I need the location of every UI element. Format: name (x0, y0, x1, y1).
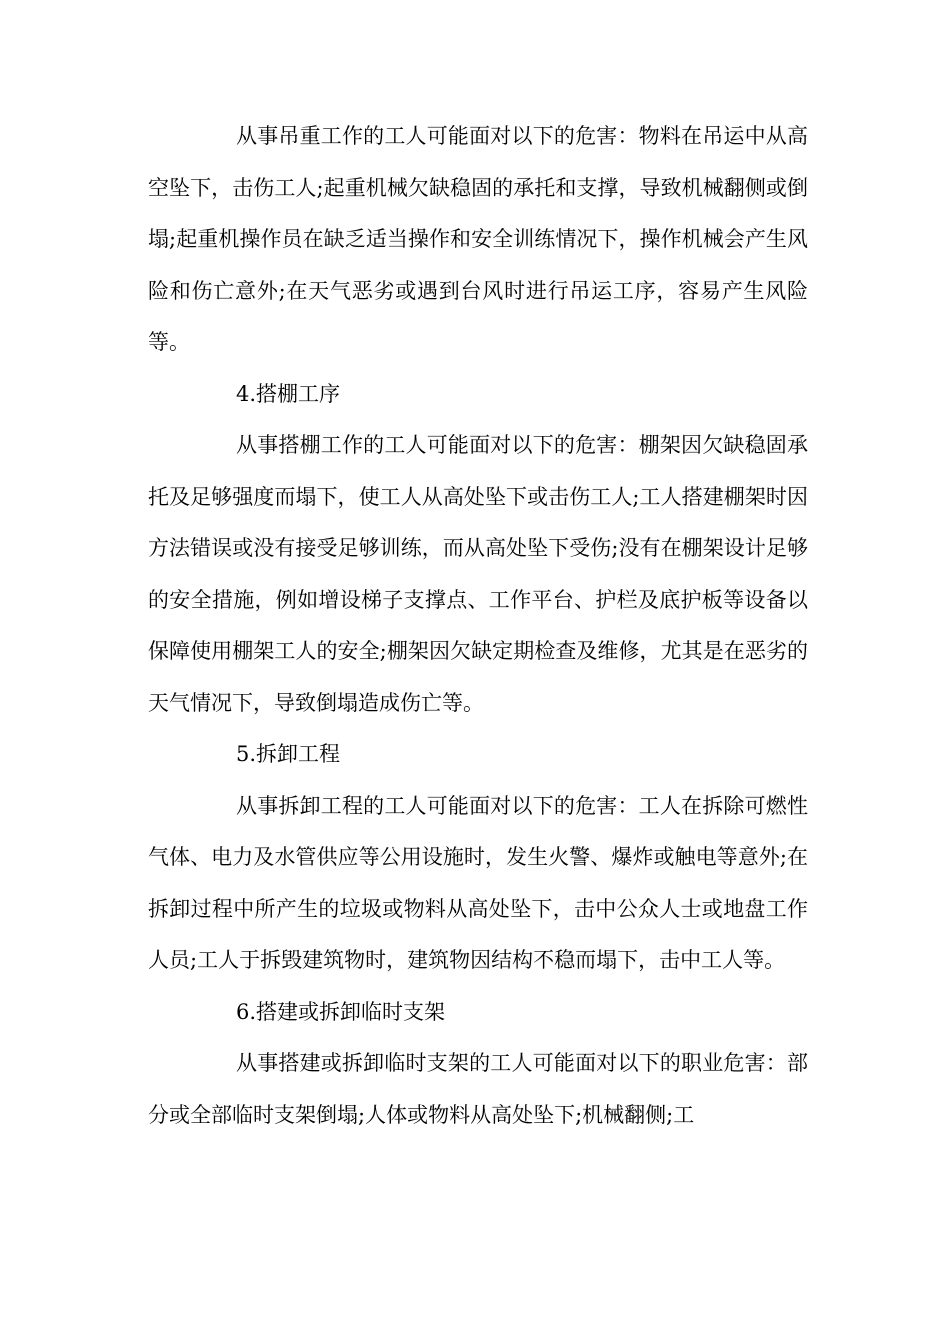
heading-temporary-support: 6.搭建或拆卸临时支架 (236, 999, 446, 1024)
paragraph-temporary-support-hazards: 从事搭建或拆卸临时支架的工人可能面对以下的职业危害：部分或全部临时支架倒塌;人体或物料从高处坠下;机械翻侧;工 (148, 1051, 808, 1127)
heading-scaffolding: 4.搭棚工序 (236, 381, 341, 406)
paragraph-scaffolding-hazards: 从事搭棚工作的工人可能面对以下的危害：棚架因欠缺稳固承托及足够强度而塌下，使工人从高处坠下或击伤工人;工人搭建棚架时因方法错误或没有接受足够训练，而从高处坠下受伤;没有在棚架设计足够的安全措施，例如增设梯子支撑点、工作平台、护栏及底护板等设备以保障使用棚架工人的安全;棚架因欠缺定期检查及维修，尤其是在恶劣的天气情况下，导致倒塌造成伤亡等。 (148, 433, 808, 715)
paragraph-demolition-hazards: 从事拆卸工程的工人可能面对以下的危害：工人在拆除可燃性气体、电力及水管供应等公用设施时，发生火警、爆炸或触电等意外;在拆卸过程中所产生的垃圾或物料从高处坠下，击中公众人士或地盘工作人员;工人于拆毁建筑物时，建筑物因结构不稳而塌下，击中工人等。 (148, 793, 808, 972)
paragraph-lifting-hazards: 从事吊重工作的工人可能面对以下的危害：物料在吊运中从高空坠下，击伤工人;起重机械欠缺稳固的承托和支撑，导致机械翻侧或倒塌;起重机操作员在缺乏适当操作和安全训练情况下，操作机械会产生风险和伤亡意外;在天气恶劣或遇到台风时进行吊运工序，容易产生风险等。 (148, 124, 808, 354)
heading-demolition: 5.拆卸工程 (236, 742, 341, 766)
document-page (148, 111, 808, 1141)
